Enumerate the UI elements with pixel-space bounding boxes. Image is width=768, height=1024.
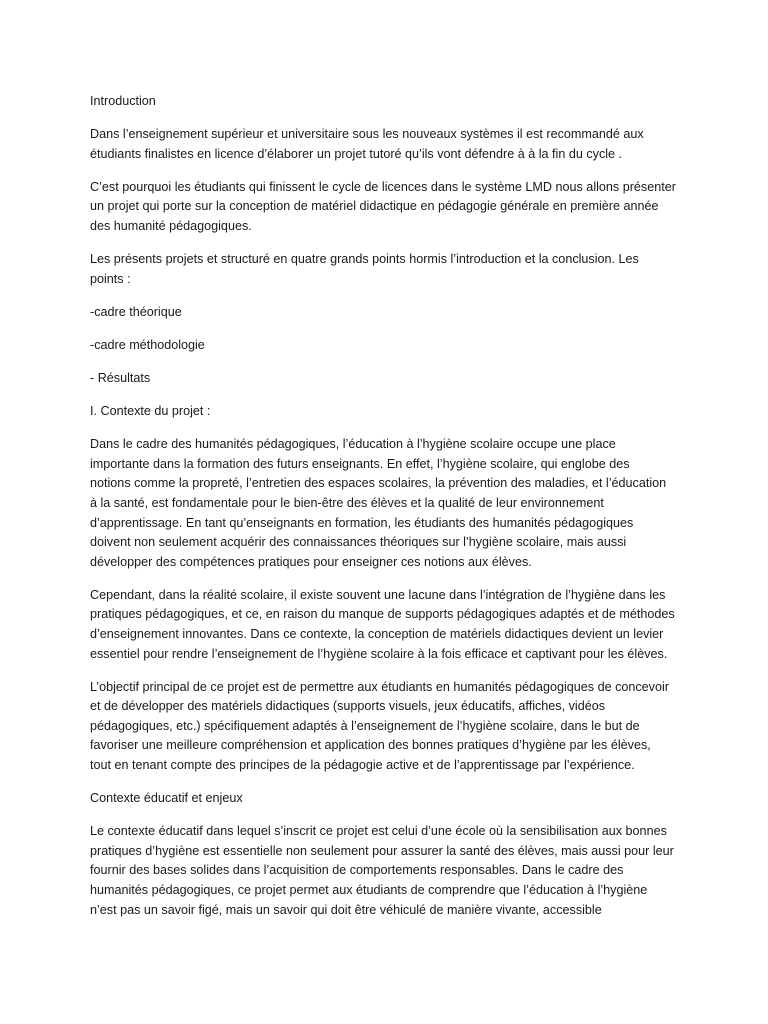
text-line: un projet qui porte sur la conception de matériel didactique en pédagogie générale en première année xyxy=(90,199,659,214)
paragraph-list xyxy=(90,125,678,920)
text-line: Contexte éducatif et enjeux xyxy=(90,791,243,806)
text-line: I. Contexte du projet : xyxy=(90,404,211,419)
text-line: d’apprentissage. En tant qu’enseignants en formation, les étudiants des humanités pédagogiques xyxy=(90,515,634,530)
text-line: -cadre théorique xyxy=(90,304,182,319)
text-line: notions comme la propreté, l’entretien des espaces scolaires, la prévention des maladies, et l’éducation xyxy=(90,476,667,491)
text-line: Introduction xyxy=(90,94,156,108)
text-line: pédagogiques, etc.) spécifiquement adaptés à l’enseignement de l’hygiène scolaire, dans le but de xyxy=(90,718,640,733)
text-line: L’objectif principal de ce projet est de permettre aux étudiants en humanités pédagogiques de concevoir xyxy=(90,679,669,694)
paragraph xyxy=(90,125,678,164)
text-line: fournir des bases solides dans l’acquisition de comportements responsables. Dans le cadre des xyxy=(90,863,624,878)
text-line: développer des compétences pratiques pour enseigner ces notions aux élèves. xyxy=(90,554,532,569)
text-line: points : xyxy=(90,271,131,286)
text-line: C’est pourquoi les étudiants qui finissent le cycle de licences dans le système LMD nous allons présenter xyxy=(90,179,676,194)
text-line: Le contexte éducatif dans lequel s’inscrit ce projet est celui d’une école où la sensibilisation aux bonnes xyxy=(90,824,667,839)
text-line: n’est pas un savoir figé, mais un savoir qui doit être véhiculé de manière vivante, accessible xyxy=(90,902,602,917)
text-line: Dans l’enseignement supérieur et universitaire sous les nouveaux systèmes il est recommandé aux xyxy=(90,127,644,142)
paragraph xyxy=(90,402,678,422)
paragraph xyxy=(90,336,678,356)
text-line: d’enseignement innovantes. Dans ce contexte, la conception de matériels didactiques devient un levier xyxy=(90,626,664,641)
text-line: Dans le cadre des humanités pédagogiques, l’éducation à l’hygiène scolaire occupe une place xyxy=(90,437,616,452)
document-heading xyxy=(90,92,678,112)
text-line: pratiques pédagogiques, et ce, en raison du manque de supports pédagogiques adaptés et de méthodes xyxy=(90,607,675,622)
text-line: à la santé, est fondamentale pour le bien-être des élèves et la qualité de leur environnement xyxy=(90,495,604,510)
text-line: humanités pédagogiques, ce projet permet aux étudiants de comprendre que l’éducation à l’hygiène xyxy=(90,883,648,897)
paragraph xyxy=(90,435,678,572)
paragraph xyxy=(90,369,678,389)
text-line: tout en tenant compte des principes de la pédagogie active et de l’apprentissage par l’expérience. xyxy=(90,758,635,773)
text-line: -cadre méthodologie xyxy=(90,337,205,352)
text-line: et de développer des matériels didactiques (supports visuels, jeux éducatifs, affiches, vidéos xyxy=(90,699,605,714)
paragraph xyxy=(90,678,678,776)
paragraph xyxy=(90,250,678,289)
text-line: pratiques d’hygiène est essentielle non seulement pour assurer la santé des élèves, mais aussi pour leur xyxy=(90,843,674,858)
text-line: Les présents projets et structuré en quatre grands points hormis l’introduction et la conclusion. Les xyxy=(90,252,639,267)
document-page xyxy=(90,92,678,934)
paragraph xyxy=(90,822,678,920)
text-line: Cependant, dans la réalité scolaire, il existe souvent une lacune dans l’intégration de l’hygiène dans les xyxy=(90,587,666,602)
text-line: importante dans la formation des futurs enseignants. En effet, l’hygiène scolaire, qui englobe des xyxy=(90,456,630,471)
paragraph xyxy=(90,178,678,237)
paragraph xyxy=(90,586,678,664)
text-line: doivent non seulement acquérir des connaissances théoriques sur l’hygiène scolaire, mais aussi xyxy=(90,535,627,550)
text-line: - Résultats xyxy=(90,370,151,385)
text-line: des humanité pédagogiques. xyxy=(90,218,252,233)
paragraph xyxy=(90,789,678,809)
text-line: favoriser une meilleure compréhension et application des bonnes pratiques d’hygiène par les élèves, xyxy=(90,738,651,753)
text-line: essentiel pour rendre l’enseignement de l’hygiène scolaire à la fois efficace et captivant pour les élèves. xyxy=(90,646,668,661)
paragraph xyxy=(90,303,678,323)
text-line: étudiants finalistes en licence d’élaborer un projet tutoré qu’ils vont défendre à à la fin du cycle . xyxy=(90,146,623,161)
